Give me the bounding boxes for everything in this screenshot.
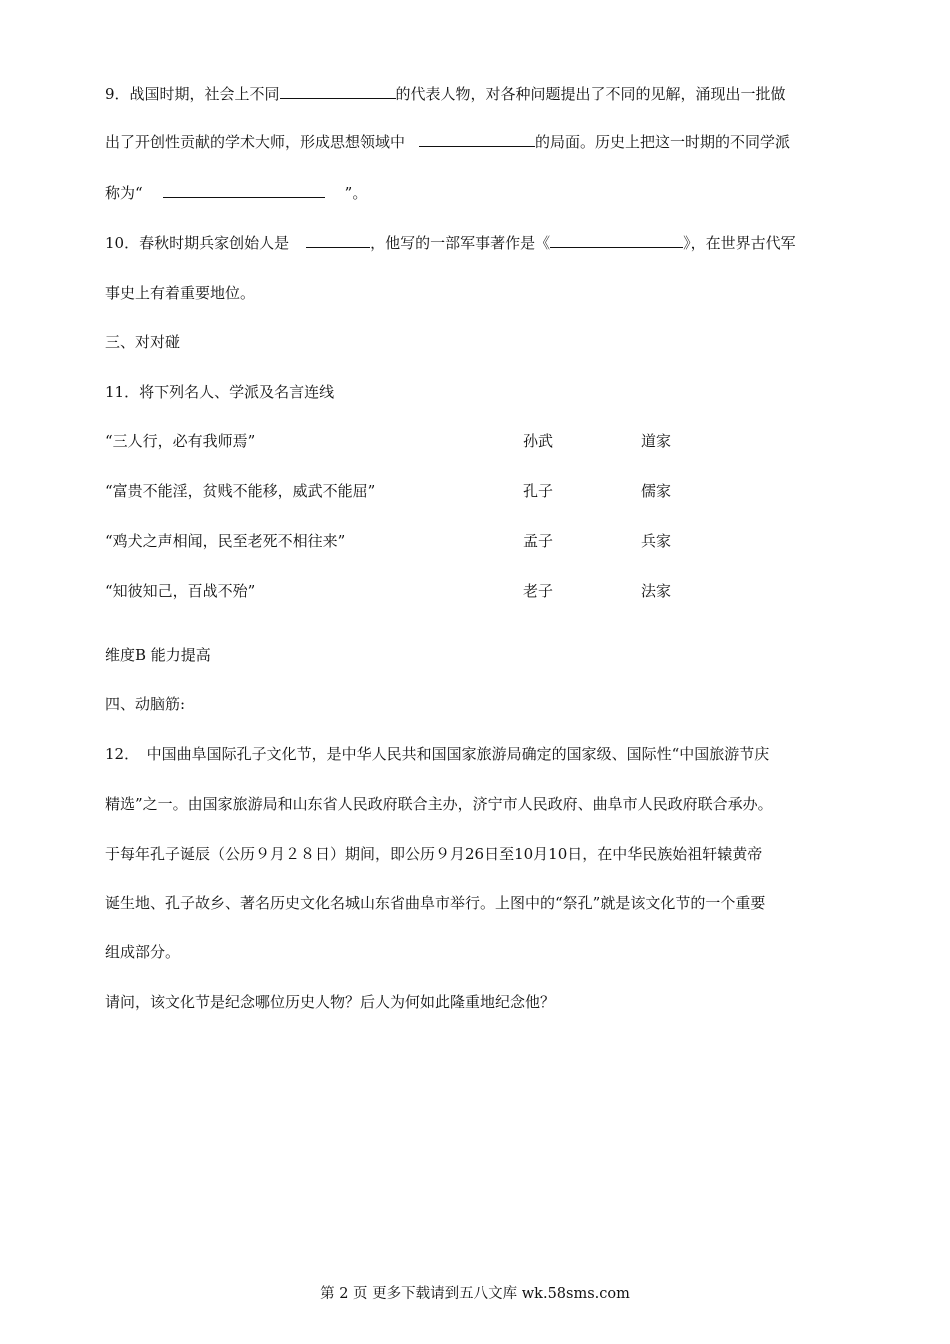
q10-text: ，他写的一部军事著作是《 [370, 234, 551, 252]
dimension-b-heading: 维度B 能力提高 [105, 646, 211, 664]
q9-blank-2[interactable] [419, 132, 535, 147]
person-item[interactable]: 孙武 [523, 432, 554, 450]
q9-line-2 [105, 132, 790, 152]
section-4-heading: 四、动脑筋: [105, 695, 186, 713]
q9-blank-3[interactable] [163, 183, 325, 198]
section-3-heading: 三、对对碰 [105, 333, 181, 351]
school-item[interactable]: 道家 [641, 432, 672, 450]
q12-line: 于每年孔子诞辰（公历９月２８日）期间，即公历９月26日至10月10日，在中华民族始祖轩辕黄帝 [105, 845, 763, 863]
q10-blank-2[interactable] [550, 233, 683, 248]
person-item[interactable]: 老子 [523, 582, 554, 600]
q12-question: 请问，该文化节是纪念哪位历史人物？后人为何如此隆重地纪念他？ [105, 993, 556, 1011]
quote-item[interactable]: “三人行，必有我师焉” [105, 432, 256, 450]
page-footer: 第 2 页 更多下载请到五八文库 wk.58sms.com [320, 1286, 630, 1302]
person-item[interactable]: 孟子 [523, 532, 554, 550]
q12-line: 诞生地、孔子故乡、著名历史文化名城山东省曲阜市举行。上图中的“祭孔”就是该文化节的一个重要 [105, 894, 766, 912]
quote-item[interactable]: “知彼知己，百战不殆” [105, 582, 256, 600]
school-item[interactable]: 法家 [641, 582, 672, 600]
q11-title: 11．将下列名人、学派及名言连线 [105, 383, 335, 401]
q9-text: 称为“ [105, 184, 143, 202]
q9-text: 的局面。历史上把这一时期的不同学派 [535, 133, 791, 151]
q10-line-2: 事史上有着重要地位。 [105, 284, 256, 302]
q12-line: 组成部分。 [105, 943, 181, 961]
school-item[interactable]: 儒家 [641, 482, 672, 500]
q9-text: 出了开创性贡献的学术大师，形成思想领域中 [105, 133, 406, 151]
q10-text: 》，在世界古代军 [683, 234, 796, 252]
q10-line-1 [105, 233, 796, 253]
q9-line-1 [105, 84, 786, 104]
person-item[interactable]: 孔子 [523, 482, 554, 500]
quote-item[interactable]: “富贵不能淫，贫贱不能移，威武不能屈” [105, 482, 376, 500]
school-item[interactable]: 兵家 [641, 532, 672, 550]
q12-line: 12． 中国曲阜国际孔子文化节，是中华人民共和国国家旅游局确定的国家级、国际性“中国旅游节庆 [105, 745, 770, 763]
q9-text: 9．战国时期，社会上不同 [105, 85, 280, 103]
q9-text: 的代表人物，对各种问题提出了不同的见解，涌现出一批做 [395, 85, 786, 103]
q9-text: ”。 [344, 184, 368, 202]
q9-line-3 [105, 183, 367, 203]
q12-line: 精选”之一。由国家旅游局和山东省人民政府联合主办，济宁市人民政府、曲阜市人民政府联合承办。 [105, 795, 773, 813]
quote-item[interactable]: “鸡犬之声相闻，民至老死不相往来” [105, 532, 346, 550]
q10-blank-1[interactable] [306, 233, 370, 248]
q10-text: 10．春秋时期兵家创始人是 [105, 234, 290, 252]
q9-blank-1[interactable] [280, 84, 396, 99]
